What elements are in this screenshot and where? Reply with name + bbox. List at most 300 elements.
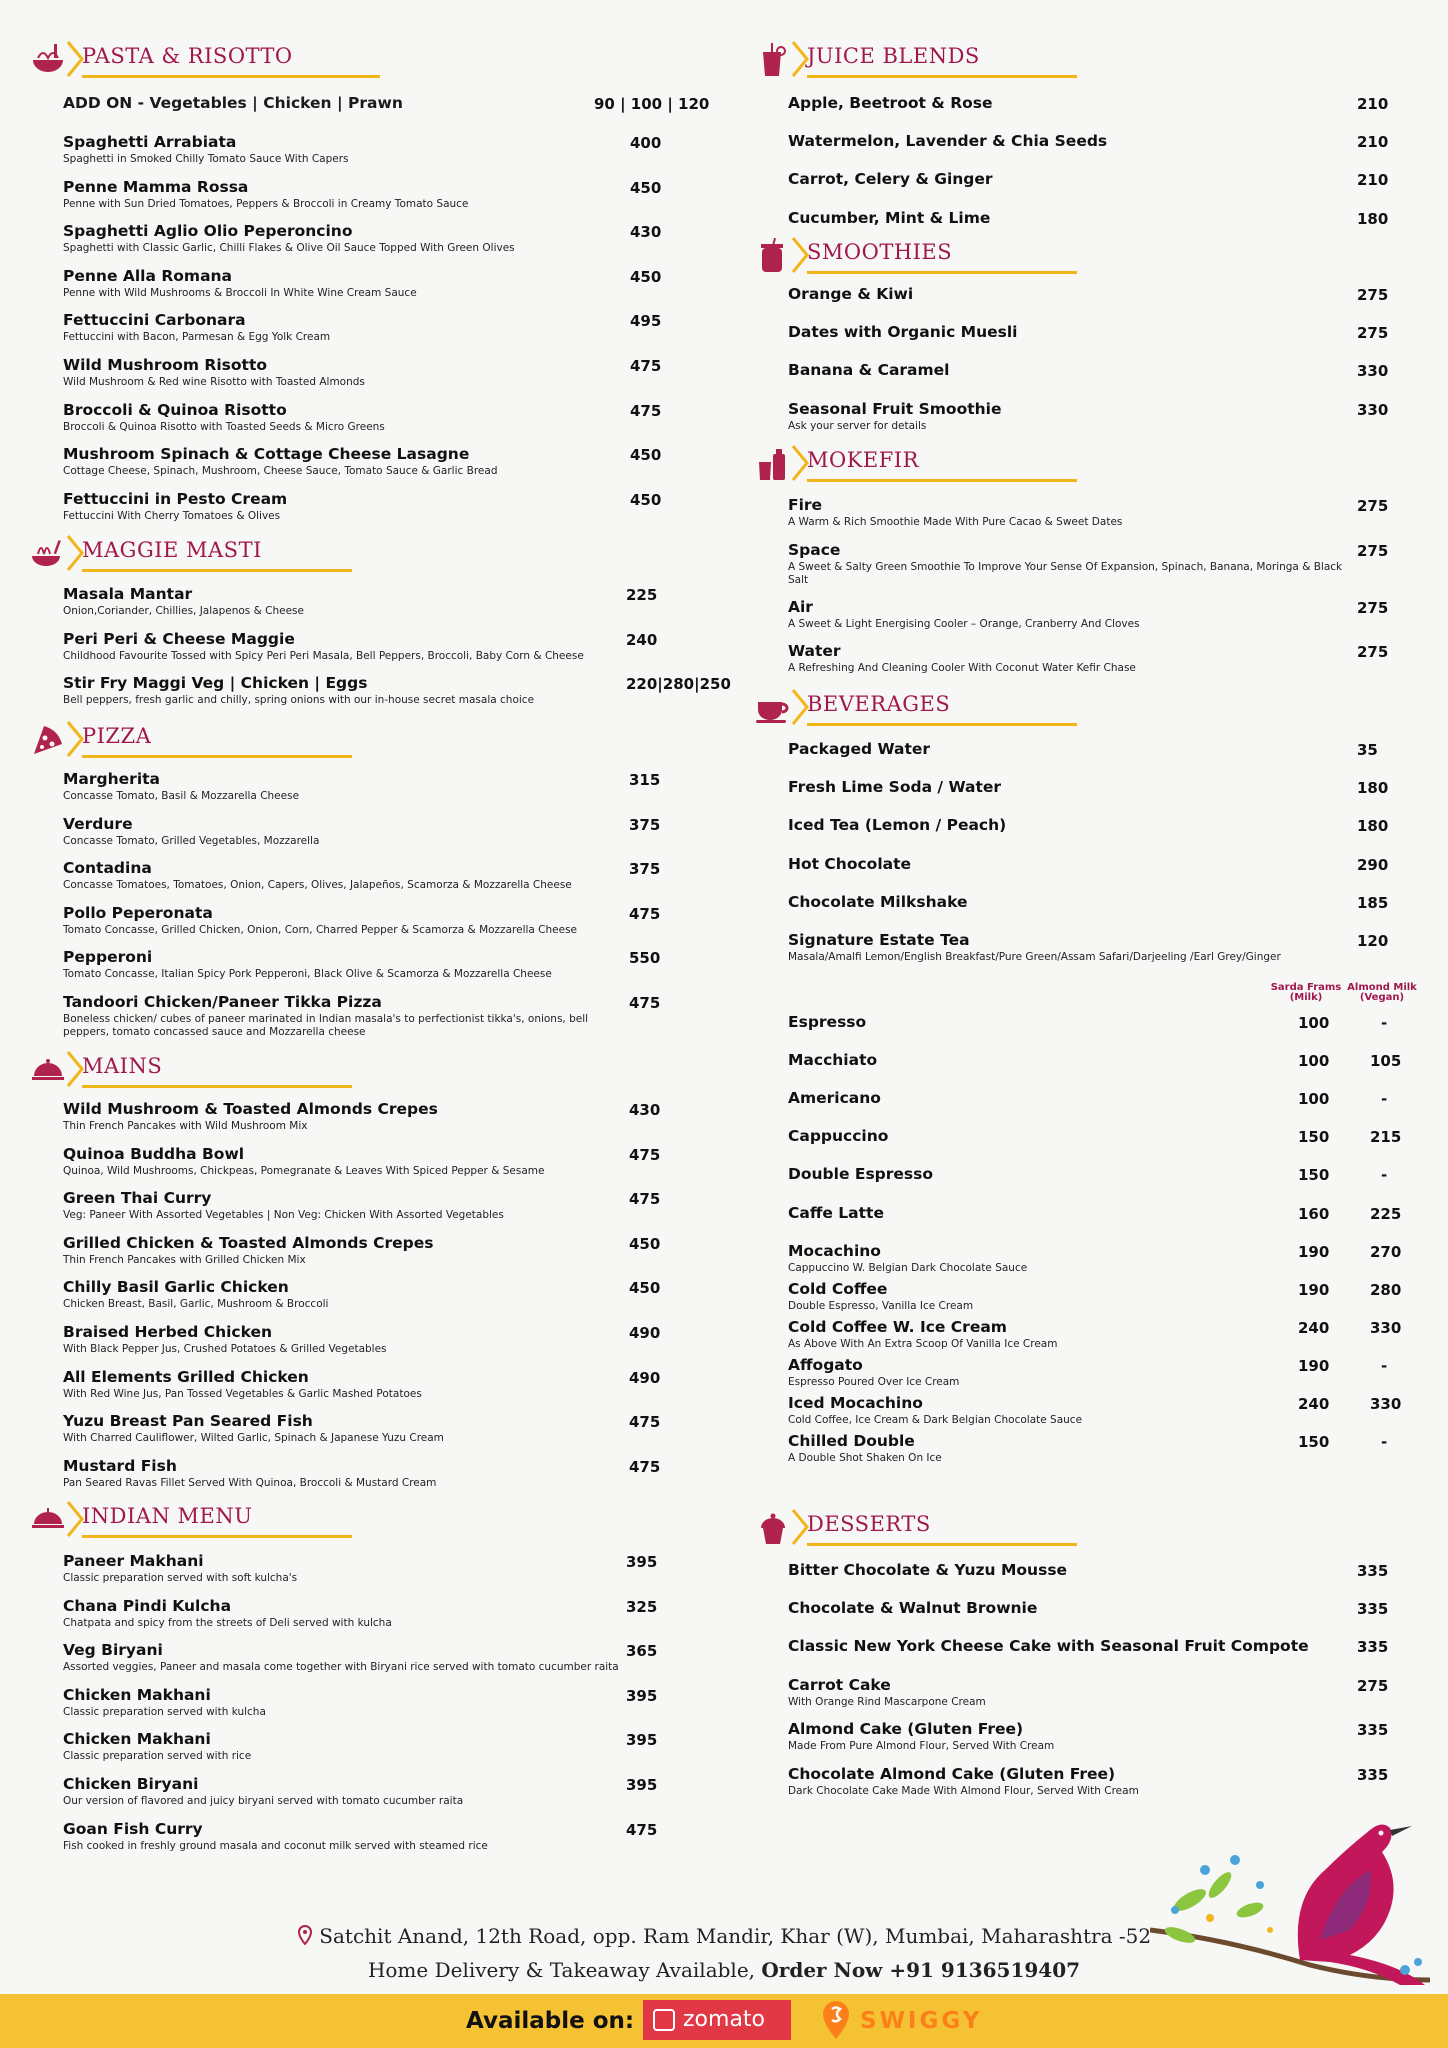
item-description: A Double Shot Shaken On Ice: [788, 1452, 942, 1465]
item-description: Penne with Wild Mushrooms & Broccoli In White Wine Cream Sauce: [63, 286, 417, 299]
item-description: Classic preparation served with rice: [63, 1750, 252, 1763]
menu-item: [63, 1145, 623, 1178]
addon-label: ADD ON - Vegetables | Chicken | Prawn: [63, 94, 403, 112]
item-price: 475: [630, 401, 662, 420]
menu-item: [63, 770, 623, 803]
item-price: 185: [1357, 893, 1389, 912]
smoothie-jar-icon: [755, 238, 791, 274]
section-header: [30, 1048, 690, 1092]
menu-item: [788, 598, 1348, 631]
item-description: Concasse Tomato, Basil & Mozzarella Cheese: [63, 790, 300, 802]
coffee-item: [788, 1165, 933, 1184]
milk-price: 100: [1298, 1014, 1330, 1032]
item-description: As Above With An Extra Scoop Of Vanilla Ice Cream: [788, 1337, 1058, 1350]
menu-item: [788, 541, 1348, 587]
section-title: SMOOTHIES: [807, 240, 953, 264]
menu-item: [63, 267, 623, 300]
item-name: Verdure: [63, 814, 133, 833]
item-description: Cold Coffee, Ice Cream & Dark Belgian Chocolate Sauce: [788, 1414, 1083, 1426]
item-description: Boneless chicken/ cubes of paneer marinated in Indian masala's to perfectionist tikka's, onions, bell peppers, tomato concassed sauce and Mozzarella cheese: [63, 1013, 589, 1038]
menu-item: [63, 222, 623, 255]
menu-item: [63, 445, 623, 478]
item-name: Fresh Lime Soda / Water: [788, 778, 1002, 797]
menu-item: [788, 170, 993, 189]
milk-price: 240: [1298, 1318, 1330, 1337]
header-underline: [807, 75, 1077, 78]
item-name: Apple, Beetroot & Rose: [788, 94, 993, 112]
order-now-text[interactable]: Order Now +91 9136519407: [761, 1958, 1081, 1982]
item-name: Margherita: [63, 770, 160, 788]
vegan-price: 215: [1370, 1128, 1402, 1147]
item-name: Chilly Basil Garlic Chicken: [63, 1278, 289, 1297]
milk-price: 240: [1298, 1395, 1330, 1413]
menu-item: [63, 490, 623, 523]
item-price: 395: [626, 1776, 658, 1794]
section-title: BEVERAGES: [807, 692, 951, 716]
menu-item: [788, 642, 1348, 675]
menu-item: [788, 931, 1348, 964]
item-description: Concasse Tomatoes, Tomatoes, Onion, Capers, Olives, Jalapeños, Scamorza & Mozzarella Cheese: [63, 879, 572, 892]
menu-item: [63, 630, 623, 663]
item-name: Pepperoni: [63, 948, 153, 967]
vegan-price: 330: [1370, 1395, 1402, 1413]
item-price: 240: [626, 630, 658, 649]
item-name: Chocolate Almond Cake (Gluten Free): [788, 1764, 1116, 1783]
section-header: [755, 38, 1415, 82]
item-name: Iced Mocachino: [788, 1394, 923, 1412]
cupcake-icon: [755, 1510, 791, 1546]
pizza-slice-icon: [30, 722, 66, 758]
item-price: 275: [1357, 324, 1389, 343]
dish-cover-icon: [30, 1502, 66, 1538]
menu-item: [788, 94, 993, 113]
milk-header-text: Sarda Frams (Milk): [1270, 982, 1342, 1003]
menu-item: [788, 1637, 1309, 1656]
item-description: Veg: Paneer With Assorted Vegetables | Non Veg: Chicken With Assorted Vegetables: [63, 1209, 504, 1222]
vegan-price: -: [1381, 1433, 1388, 1452]
menu-item: [63, 859, 623, 892]
item-price: 335: [1357, 1600, 1389, 1619]
section-title: PIZZA: [82, 724, 152, 748]
section-title: PASTA & RISOTTO: [82, 44, 293, 68]
item-name: Chicken Makhani: [63, 1730, 211, 1749]
item-price: 450: [630, 267, 662, 286]
cloche-icon: [30, 1052, 66, 1088]
item-description: With Orange Rind Mascarpone Cream: [788, 1695, 986, 1708]
item-description: Childhood Favourite Tossed with Spicy Peri Peri Masala, Bell Peppers, Broccoli, Baby Corn & Cheese: [63, 649, 584, 662]
menu-item: [63, 178, 623, 211]
swiggy-logo-icon: [822, 2000, 850, 2040]
location-pin-icon: [297, 1925, 313, 1945]
item-price: 180: [1357, 779, 1389, 798]
item-name: Penne Mamma Rossa: [63, 177, 249, 196]
menu-item: [63, 356, 623, 389]
menu-item: [63, 1552, 623, 1585]
item-name: Veg Biryani: [63, 1641, 163, 1660]
menu-item: [63, 1775, 623, 1808]
footer-delivery: [0, 1958, 1448, 1982]
item-price: 475: [629, 1457, 661, 1476]
item-price: 35: [1357, 741, 1378, 759]
section-header: [755, 234, 1415, 278]
menu-item: [63, 585, 623, 618]
section-title: JUICE BLENDS: [807, 44, 980, 68]
item-name: Orange & Kiwi: [788, 285, 914, 303]
item-name: Chocolate Milkshake: [788, 892, 968, 911]
item-price: 475: [629, 1413, 661, 1432]
section-header: [30, 1498, 690, 1542]
available-on-label: Available on:: [466, 2008, 635, 2034]
menu-item: [788, 209, 990, 228]
noodles-icon: [30, 536, 66, 572]
menu-item: [788, 778, 1001, 797]
item-price: 400: [630, 134, 662, 152]
vegan-price: -: [1381, 1014, 1388, 1032]
item-name: Cucumber, Mint & Lime: [788, 208, 991, 227]
item-description: Spaghetti with Classic Garlic, Chilli Flakes & Olive Oil Sauce Topped With Green Olives: [63, 242, 515, 255]
section-header: [30, 718, 690, 762]
item-description: Our version of flavored and juicy biryani served with tomato cucumber raita: [63, 1795, 464, 1807]
menu-item: [63, 1323, 623, 1356]
item-description: Penne with Sun Dried Tomatoes, Peppers & Broccoli in Creamy Tomato Sauce: [63, 197, 469, 210]
item-description: A Sweet & Salty Green Smoothie To Improve Your Sense Of Expansion, Spinach, Banana, Moringa & Black Salt: [788, 561, 1343, 586]
menu-item: [63, 1278, 623, 1311]
menu-item: [63, 1100, 623, 1133]
section-header: [30, 38, 690, 82]
item-name: Signature Estate Tea: [788, 931, 970, 949]
item-price: 210: [1357, 95, 1389, 113]
item-price: 475: [630, 357, 662, 375]
item-name: Fettuccini Carbonara: [63, 311, 246, 330]
item-price: 210: [1357, 171, 1389, 190]
item-price: 120: [1357, 932, 1389, 950]
item-description: Chicken Breast, Basil, Garlic, Mushroom & Broccoli: [63, 1298, 329, 1311]
vegan-price: -: [1381, 1356, 1388, 1375]
addon-price: 90 | 100 | 120: [594, 95, 710, 113]
item-name: Spaghetti Aglio Olio Peperoncino: [63, 222, 353, 241]
item-price: 275: [1357, 497, 1389, 515]
item-description: Spaghetti in Smoked Chilly Tomato Sauce With Capers: [63, 153, 349, 165]
menu-item: [788, 1676, 1348, 1709]
menu-item: [63, 1730, 623, 1763]
coffee-milk-header: [1266, 983, 1346, 1003]
item-name: Mushroom Spinach & Cottage Cheese Lasagne: [63, 445, 470, 464]
coffee-item: [788, 1280, 973, 1313]
milk-price: 160: [1298, 1204, 1330, 1223]
item-description: A Refreshing And Cleaning Cooler With Coconut Water Kefir Chase: [788, 662, 1136, 674]
item-description: Pan Seared Ravas Fillet Served With Quinoa, Broccoli & Mustard Cream: [63, 1476, 437, 1489]
menu-item: [63, 1597, 623, 1630]
item-name: Carrot, Celery & Ginger: [788, 170, 993, 189]
item-price: 275: [1357, 286, 1389, 304]
zomato-logo-icon: [653, 2009, 675, 2031]
menu-item: [788, 361, 950, 380]
coffee-item: [788, 1242, 1027, 1275]
item-description: Espresso Poured Over Ice Cream: [788, 1375, 960, 1388]
section-header: [30, 532, 690, 576]
menu-item: [788, 132, 1107, 151]
item-name: Chilled Double: [788, 1432, 915, 1451]
item-description: Fettuccini With Cherry Tomatoes & Olives: [63, 509, 281, 522]
section-title: MAGGIE MASTI: [82, 538, 262, 562]
item-name: Broccoli & Quinoa Risotto: [63, 400, 287, 419]
item-name: Air: [788, 598, 813, 616]
coffee-cup-icon: [755, 690, 791, 726]
coffee-item: [788, 1051, 877, 1070]
item-name: Wild Mushroom & Toasted Almonds Crepes: [63, 1100, 438, 1118]
item-name: Seasonal Fruit Smoothie: [788, 399, 1002, 418]
item-description: With Charred Cauliflower, Wilted Garlic, Spinach & Japanese Yuzu Cream: [63, 1432, 444, 1445]
menu-item: [788, 1720, 1348, 1753]
item-name: Goan Fish Curry: [63, 1819, 203, 1838]
item-name: Peri Peri & Cheese Maggie: [63, 629, 295, 648]
vegan-header-text: Almond Milk (Vegan): [1347, 982, 1417, 1003]
header-underline: [82, 569, 352, 572]
item-description: With Black Pepper Jus, Crushed Potatoes & Grilled Vegetables: [63, 1343, 387, 1355]
item-price: 490: [629, 1368, 661, 1387]
menu-item: [63, 401, 623, 434]
item-description: Concasse Tomato, Grilled Vegetables, Mozzarella: [63, 834, 320, 847]
menu-item: [788, 816, 1006, 835]
item-name: Hot Chocolate: [788, 854, 912, 873]
item-price: 450: [629, 1234, 661, 1253]
menu-item: [63, 1686, 623, 1719]
item-name: Quinoa Buddha Bowl: [63, 1144, 245, 1163]
menu-item: [788, 1561, 1067, 1580]
item-name: Spaghetti Arrabiata: [63, 133, 237, 151]
zomato-button[interactable]: [643, 2000, 791, 2040]
menu-item: [63, 133, 623, 166]
swiggy-label: SWIGGY: [860, 2008, 983, 2034]
header-underline: [82, 755, 352, 758]
item-name: Water: [788, 642, 841, 660]
item-name: Watermelon, Lavender & Chia Seeds: [788, 132, 1108, 151]
item-price: 475: [629, 1145, 661, 1164]
juice-glass-icon: [755, 42, 791, 78]
item-price: 375: [629, 860, 661, 879]
item-description: Quinoa, Wild Mushrooms, Chickpeas, Pomegranate & Leaves With Spiced Pepper & Sesame: [63, 1164, 545, 1177]
item-price: 290: [1357, 855, 1389, 874]
section-title: MAINS: [82, 1054, 163, 1078]
item-name: Espresso: [788, 1013, 867, 1031]
item-name: Caffe Latte: [788, 1203, 884, 1222]
item-price: 180: [1357, 209, 1389, 228]
item-description: Dark Chocolate Cake Made With Almond Flour, Served With Cream: [788, 1784, 1139, 1797]
item-price: 475: [629, 994, 661, 1012]
item-description: Thin French Pancakes with Grilled Chicken Mix: [63, 1253, 306, 1266]
item-description: Classic preparation served with soft kulcha's: [63, 1572, 298, 1584]
menu-item: [788, 400, 1348, 433]
vegan-price: 270: [1370, 1242, 1402, 1261]
header-underline: [82, 1085, 352, 1088]
section-header: [755, 686, 1415, 730]
section-title: INDIAN MENU: [82, 1504, 253, 1528]
item-price: 275: [1357, 599, 1389, 617]
menu-item: [63, 1641, 623, 1674]
item-name: Classic New York Cheese Cake with Seasonal Fruit Compote: [788, 1637, 1309, 1656]
item-name: Carrot Cake: [788, 1675, 891, 1694]
menu-item: [63, 904, 623, 937]
milk-price: 100: [1298, 1052, 1330, 1071]
header-underline: [807, 723, 1077, 726]
milk-price: 150: [1298, 1166, 1330, 1185]
section-header: [755, 1506, 1415, 1550]
vegan-price: -: [1381, 1166, 1388, 1185]
vegan-price: 225: [1370, 1204, 1402, 1223]
vegan-price: 280: [1370, 1280, 1402, 1299]
item-description: A Sweet & Light Energising Cooler – Orange, Cranberry And Cloves: [788, 618, 1140, 630]
item-price: 375: [629, 815, 661, 834]
menu-item: [788, 323, 1017, 342]
item-name: Dates with Organic Muesli: [788, 323, 1018, 342]
item-price: 395: [626, 1686, 658, 1705]
item-name: Pollo Peperonata: [63, 903, 213, 922]
item-name: Contadina: [63, 859, 152, 878]
section-title: MOKEFIR: [807, 448, 919, 472]
item-description: Fettuccini with Bacon, Parmesan & Egg Yolk Cream: [63, 331, 331, 344]
menu-item: [63, 1189, 623, 1222]
coffee-item: [788, 1394, 1082, 1427]
item-price: 225: [626, 586, 658, 604]
menu-item: [788, 855, 911, 874]
item-name: Iced Tea (Lemon / Peach): [788, 816, 1007, 835]
vegan-price: 105: [1370, 1052, 1402, 1071]
item-price: 220|280|250: [626, 675, 731, 694]
section-header: [755, 442, 1415, 486]
delivery-text: Home Delivery & Takeaway Available,: [367, 1958, 756, 1982]
item-price: 495: [630, 312, 662, 331]
coffee-item: [788, 1432, 942, 1465]
coffee-item: [788, 1127, 888, 1146]
coffee-item: [788, 1204, 884, 1223]
milk-price: 190: [1298, 1280, 1330, 1299]
header-underline: [82, 1535, 352, 1538]
item-name: Chicken Biryani: [63, 1775, 199, 1793]
item-description: Tomato Concasse, Italian Spicy Pork Pepperoni, Black Olive & Scamorza & Mozzarella Cheese: [63, 968, 552, 981]
item-price: 395: [626, 1553, 658, 1571]
menu-item: [788, 893, 967, 912]
item-description: Thin French Pancakes with Wild Mushroom Mix: [63, 1120, 308, 1132]
item-description: With Red Wine Jus, Pan Tossed Vegetables & Garlic Mashed Potatoes: [63, 1387, 422, 1400]
item-price: 550: [629, 949, 661, 968]
item-price: 315: [629, 771, 661, 789]
item-description: Assorted veggies, Paneer and masala come together with Biryani rice served with tomato cucumber raita: [63, 1661, 619, 1674]
item-name: Cappuccino: [788, 1127, 889, 1146]
item-name: Macchiato: [788, 1051, 878, 1070]
coffee-item: [788, 1318, 1057, 1351]
item-price: 450: [630, 446, 662, 465]
item-description: Broccoli & Quinoa Risotto with Toasted Seeds & Micro Greens: [63, 420, 385, 433]
item-name: Braised Herbed Chicken: [63, 1323, 273, 1341]
item-price: 430: [630, 223, 662, 242]
menu-item: [63, 993, 623, 1039]
item-name: Chocolate & Walnut Brownie: [788, 1599, 1038, 1618]
item-name: Space: [788, 541, 841, 559]
coffee-item: [788, 1356, 959, 1389]
item-price: 395: [626, 1731, 658, 1750]
item-name: Packaged Water: [788, 740, 931, 758]
section-title: DESSERTS: [807, 1512, 931, 1536]
item-price: 450: [629, 1279, 661, 1298]
menu-item: [63, 1368, 623, 1401]
item-description: Wild Mushroom & Red wine Risotto with Toasted Almonds: [63, 376, 365, 388]
address-text: Satchit Anand, 12th Road, opp. Ram Mandir, Khar (W), Mumbai, Maharashtra -52: [319, 1924, 1152, 1948]
item-name: Tandoori Chicken/Paneer Tikka Pizza: [63, 993, 382, 1011]
menu-item: [63, 1412, 623, 1445]
item-description: Double Espresso, Vanilla Ice Cream: [788, 1299, 974, 1312]
header-underline: [807, 479, 1077, 482]
item-price: 365: [626, 1642, 658, 1661]
milk-price: 190: [1298, 1356, 1330, 1375]
item-price: 330: [1357, 400, 1389, 419]
footer-address: [0, 1924, 1448, 1948]
header-underline: [807, 271, 1077, 274]
item-price: 430: [629, 1101, 661, 1119]
item-description: Cottage Cheese, Spinach, Mushroom, Cheese Sauce, Tomato Sauce & Garlic Bread: [63, 465, 498, 478]
item-description: Chatpata and spicy from the streets of Deli served with kulcha: [63, 1616, 392, 1629]
item-price: 475: [626, 1820, 658, 1839]
item-name: Double Espresso: [788, 1165, 934, 1184]
vegan-price: -: [1381, 1090, 1388, 1109]
item-name: Chicken Makhani: [63, 1685, 211, 1704]
item-price: 335: [1357, 1562, 1389, 1580]
item-description: Bell peppers, fresh garlic and chilly, spring onions with our in-house secret masala choice: [63, 694, 535, 707]
item-description: Made From Pure Almond Flour, Served With Cream: [788, 1740, 1055, 1753]
header-underline: [82, 75, 380, 78]
item-name: Cold Coffee W. Ice Cream: [788, 1317, 1007, 1336]
item-description: Onion,Coriander, Chillies, Jalapenos & Cheese: [63, 605, 304, 617]
item-description: Cappuccino W. Belgian Dark Chocolate Sauce: [788, 1261, 1028, 1274]
item-price: 475: [629, 904, 661, 923]
menu-item: [788, 1599, 1037, 1618]
item-price: 335: [1357, 1765, 1389, 1784]
item-name: Green Thai Curry: [63, 1189, 212, 1208]
milk-price: 190: [1298, 1242, 1330, 1261]
menu-item: [788, 496, 1348, 529]
menu-item: [63, 311, 623, 344]
item-price: 180: [1357, 817, 1389, 836]
coffee-item: [788, 1089, 881, 1108]
item-price: 275: [1357, 643, 1389, 661]
item-name: Fire: [788, 496, 823, 514]
item-price: 275: [1357, 1676, 1389, 1695]
item-name: Yuzu Breast Pan Seared Fish: [63, 1412, 313, 1431]
item-name: Paneer Makhani: [63, 1552, 204, 1570]
menu-item: [63, 1820, 623, 1853]
item-name: Penne Alla Romana: [63, 266, 233, 285]
item-price: 450: [630, 178, 662, 197]
kefir-bottle-icon: [755, 446, 791, 482]
zomato-label: zomato: [683, 2007, 766, 2032]
item-name: Cold Coffee: [788, 1279, 888, 1298]
item-name: Stir Fry Maggi Veg | Chicken | Eggs: [63, 674, 368, 693]
coffee-vegan-header: [1347, 983, 1417, 1003]
item-name: Bitter Chocolate & Yuzu Mousse: [788, 1561, 1068, 1579]
header-underline: [807, 1543, 1077, 1546]
item-name: Mustard Fish: [63, 1456, 177, 1475]
milk-price: 150: [1298, 1128, 1330, 1147]
item-price: 330: [1357, 362, 1389, 381]
milk-price: 150: [1298, 1433, 1330, 1452]
menu-item: [63, 1457, 623, 1490]
menu-item: [63, 1234, 623, 1267]
item-name: Fettuccini in Pesto Cream: [63, 489, 288, 508]
item-price: 275: [1357, 542, 1389, 560]
item-name: All Elements Grilled Chicken: [63, 1367, 309, 1386]
item-description: Fish cooked in freshly ground masala and coconut milk served with steamed rice: [63, 1839, 488, 1852]
item-name: Grilled Chicken & Toasted Almonds Crepes: [63, 1233, 434, 1252]
item-description: Ask your server for details: [788, 419, 927, 432]
